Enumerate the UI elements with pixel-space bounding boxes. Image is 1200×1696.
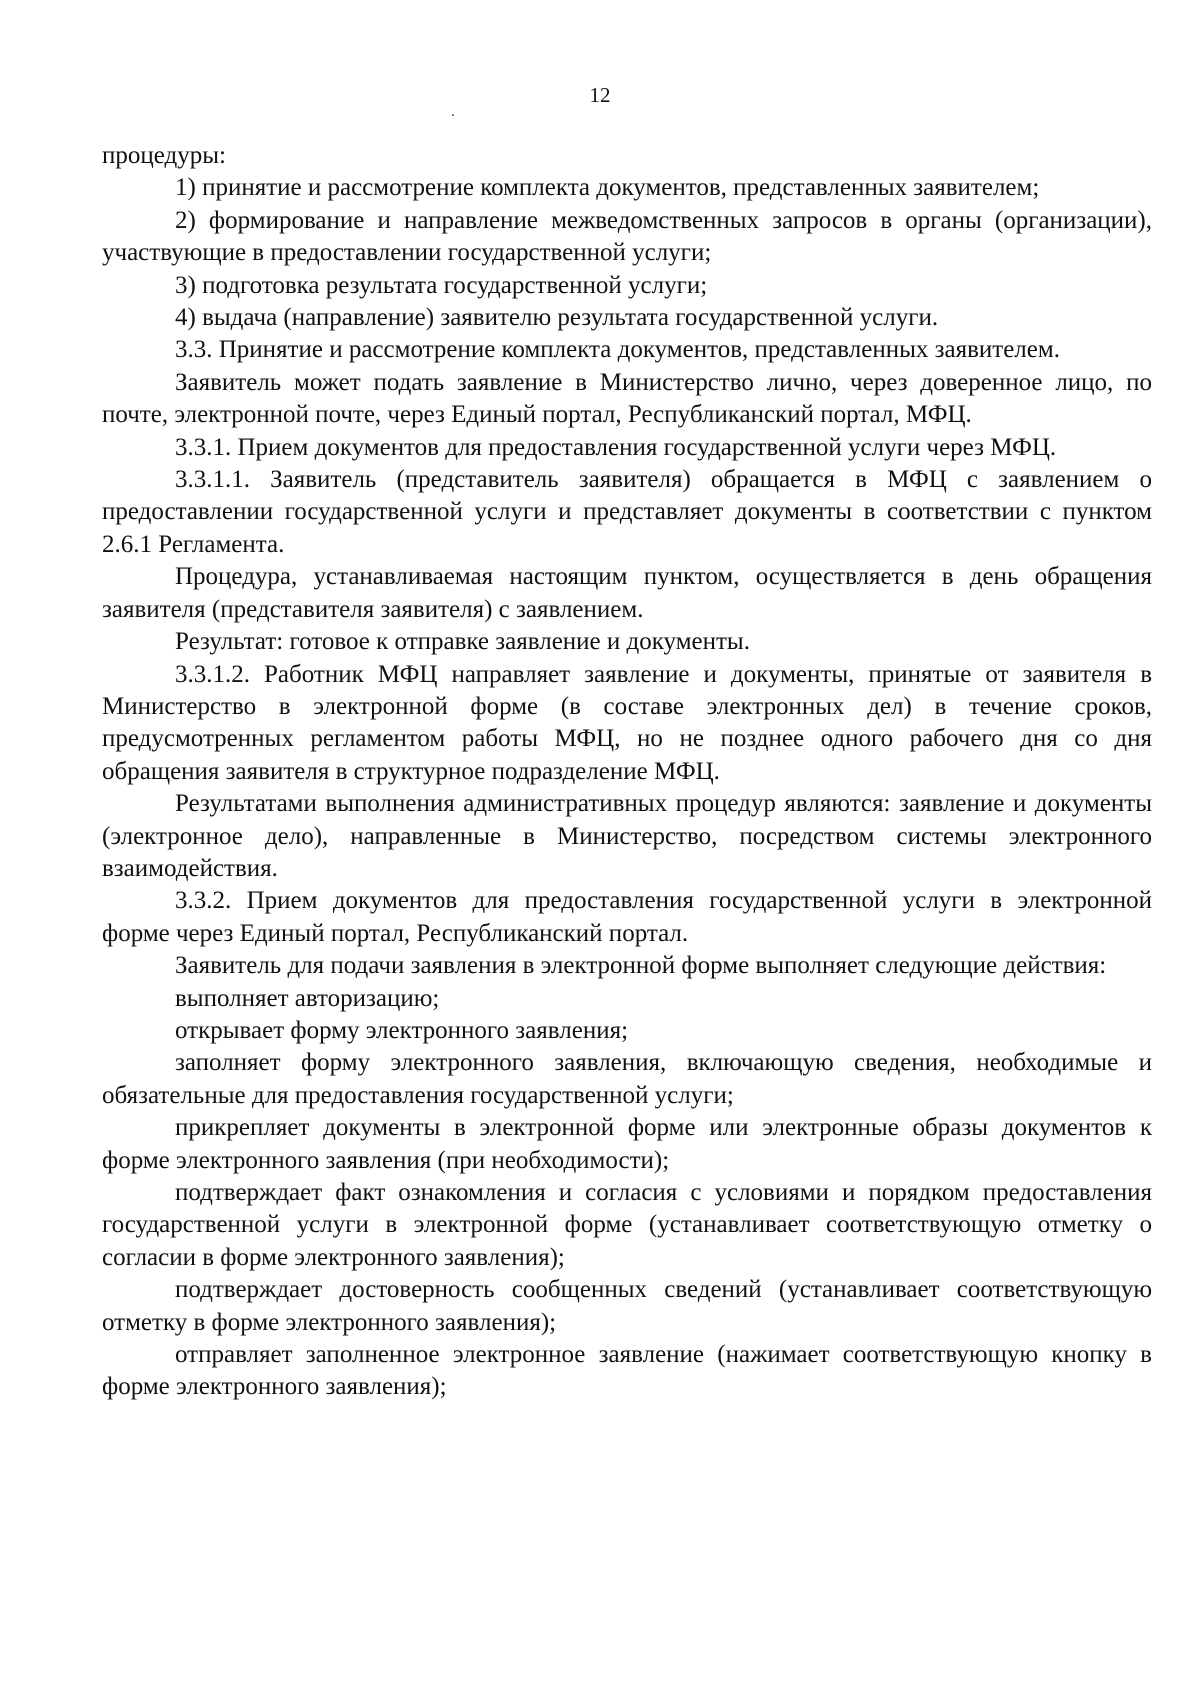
action-item-authorize: выполняет авторизацию;: [175, 984, 440, 1012]
list-item-procedure-2: 2) формирование и направление межведомственных запросов в органы (организации), участвующие в предоставлении государственной услуги;: [102, 206, 1152, 267]
section-3-3-heading: 3.3. Принятие и рассмотрение комплекта документов, представленных заявителем.: [175, 336, 1060, 364]
paragraph-results-of-procedures: Результатами выполнения административных процедур являются: заявление и документы (электронное дело), направленные в Министерство, посредством системы электронного взаимодействия.: [102, 790, 1152, 882]
action-item-fill-form: заполняет форму электронного заявления, включающую сведения, необходимые и обязательные для предоставления государственной услуги;: [102, 1049, 1152, 1109]
document-body: [102, 140, 1152, 1404]
list-item-procedure-3: 3) подготовка результата государственной услуги;: [175, 271, 708, 299]
action-item-confirm-consent: подтверждает факт ознакомления и согласия с условиями и порядком предоставления государственной услуги в электронной форме (устанавливает соответствующую отметку о согласии в форме электронного заявления);: [102, 1179, 1152, 1271]
section-3-3-1-heading: 3.3.1. Прием документов для предоставления государственной услуги через МФЦ.: [175, 433, 1057, 461]
list-item-procedure-4: 4) выдача (направление) заявителю результата государственной услуги.: [175, 304, 939, 332]
paragraph-procedures-heading: процедуры:: [102, 142, 226, 169]
action-item-attach-documents: прикрепляет документы в электронной форме или электронные образы документов к форме электронного заявления (при необходимости);: [102, 1114, 1152, 1174]
action-item-submit: отправляет заполненное электронное заявление (нажимает соответствующую кнопку в форме электронного заявления);: [102, 1341, 1152, 1401]
action-item-confirm-accuracy: подтверждает достоверность сообщенных сведений (устанавливает соответствующую отметку в форме электронного заявления);: [102, 1276, 1152, 1336]
list-item-procedure-1: 1) принятие и рассмотрение комплекта документов, представленных заявителем;: [175, 174, 1040, 202]
action-item-open-form: открывает форму электронного заявления;: [175, 1016, 629, 1044]
paragraph-procedure-timing: Процедура, устанавливаемая настоящим пунктом, осуществляется в день обращения заявителя (представителя заявителя) с заявлением.: [102, 563, 1152, 623]
paragraph-3-3-1-2: 3.3.1.2. Работник МФЦ направляет заявление и документы, принятые от заявителя в Министерство в электронной форме (в составе электронных дел) в течение сроков, предусмотренных регламентом работы МФЦ, но не позднее одного рабочего дня со дня обращения заявителя в структурное подразделение МФЦ.: [102, 660, 1152, 785]
paragraph-submission-channels: Заявитель может подать заявление в Министерство лично, через доверенное лицо, по почте, электронной почте, через Единый портал, Республиканский портал, МФЦ.: [102, 368, 1152, 429]
page-number: 12: [589, 83, 611, 107]
paragraph-result: Результат: готовое к отправке заявление и документы.: [175, 628, 750, 656]
paragraph-3-3-1-1: 3.3.1.1. Заявитель (представитель заявителя) обращается в МФЦ с заявлением о предоставлении государственной услуги и представляет документы в соответствии с пунктом 2.6.1 Регламента.: [102, 466, 1152, 558]
section-3-3-2-heading: 3.3.2. Прием документов для предоставления государственной услуги в электронной форме через Единый портал, Республиканский портал.: [102, 887, 1152, 947]
scan-speck: [452, 114, 454, 116]
paragraph-applicant-actions: Заявитель для подачи заявления в электронной форме выполняет следующие действия:: [175, 952, 1107, 980]
